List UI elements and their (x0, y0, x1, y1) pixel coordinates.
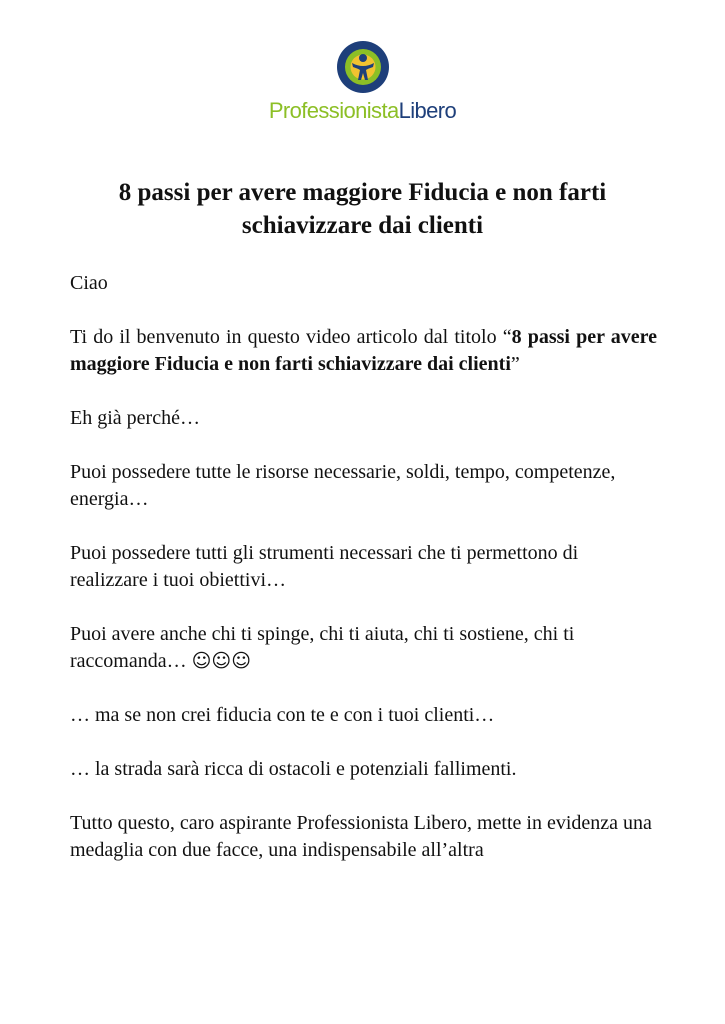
greeting: Ciao (70, 272, 108, 294)
logo-word-libero: Libero (398, 98, 457, 123)
person-in-circle-icon (336, 40, 390, 94)
welcome-paragraph (70, 324, 657, 378)
welcome-bold-title: 8 passi per avere maggiore Fiducia e non farti schiavizzare dai clienti (70, 326, 658, 375)
paragraph-eh: Eh già perché… (70, 407, 200, 429)
smiley-icons: ☺☺☺ (191, 650, 252, 672)
logo-wordmark (0, 98, 725, 124)
logo-word-professionista: Professionista (268, 98, 399, 123)
paragraph-strada: … la strada sarà ricca di ostacoli e potenziali fallimenti. (70, 758, 517, 780)
paragraph-spinge (70, 621, 657, 675)
paragraph-tutto: Tutto questo, caro aspirante Professionista Libero, mette in evidenza una medaglia con due facce, una indispensabile all’altra (70, 812, 652, 861)
document-body (70, 270, 657, 891)
paragraph-fiducia: … ma se non crei fiducia con te e con i tuoi clienti… (70, 704, 495, 726)
document-title: 8 passi per avere maggiore Fiducia e non farti schiavizzare dai clienti (118, 179, 607, 239)
logo (0, 40, 725, 124)
paragraph-strumenti: Puoi possedere tutti gli strumenti necessari che ti permettono di realizzare i tuoi obiettivi… (70, 542, 579, 591)
welcome-text: Ti do il benvenuto in questo video articolo dal titolo “ (70, 326, 512, 348)
paragraph-risorse: Puoi possedere tutte le risorse necessarie, soldi, tempo, competenze, energia… (70, 461, 616, 510)
welcome-quote-close: ” (510, 353, 520, 375)
paragraph-spinge-text: Puoi avere anche chi ti spinge, chi ti aiuta, chi ti sostiene, chi ti raccomanda… (70, 623, 575, 672)
